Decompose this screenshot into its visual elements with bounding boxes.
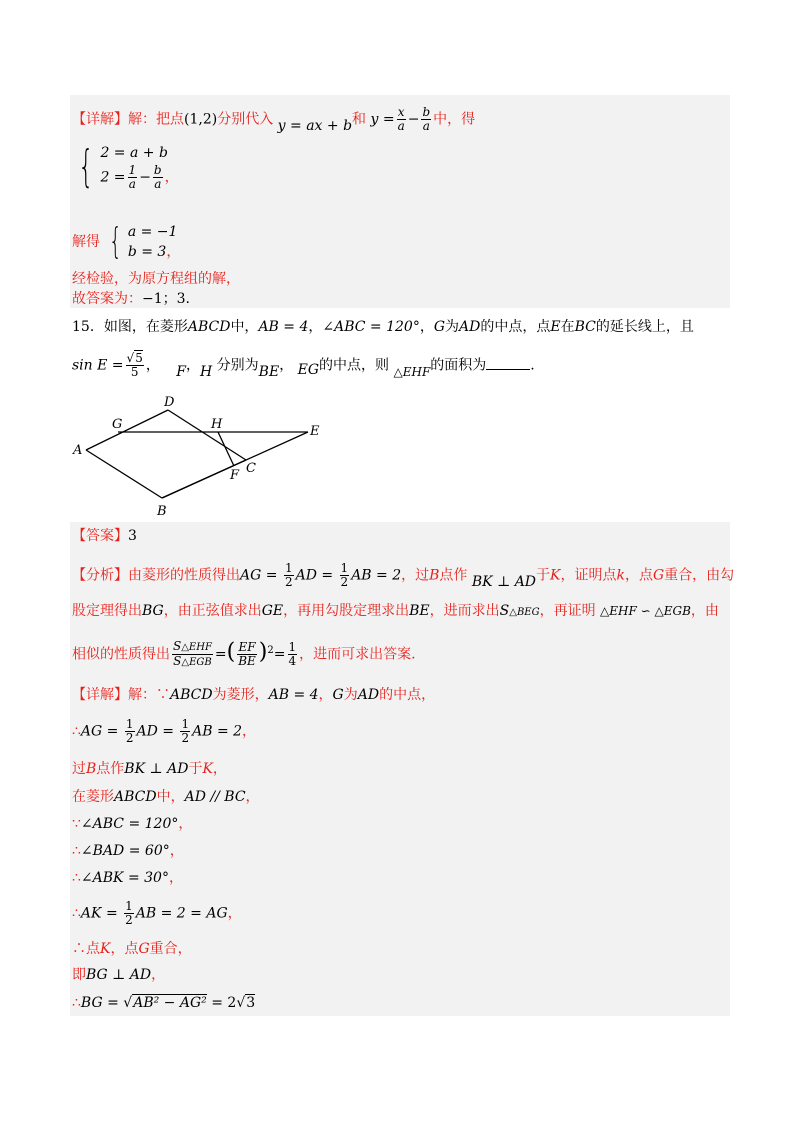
detail-line3: 过B点作BK ⊥ AD于K，: [72, 761, 227, 777]
label-A: A: [73, 443, 83, 458]
detail-line8: ∴AK = $\frac{1}{2}$ AB = 2 = AG，: [72, 899, 242, 927]
answer-line: [72, 527, 137, 545]
sys2-row2: b = 3，: [127, 244, 181, 260]
brace-icon: {: [78, 140, 94, 192]
he: 和: [352, 111, 367, 128]
eq1: y = ax + b: [277, 117, 353, 134]
analysis-line3: 相似的性质得出 $\frac{\text{S△EHF}}{\text{S△EGB}}$ =( $\frac{EF}{BE}$ )$^2$= $\frac{1}{4}$ ，进而可求出答案.: [72, 639, 416, 668]
q15-line1: 15．如图，在菱形ABCD中，AB = 4，∠ABC = 120°，G为AD的中点，点E在BC的延长线上，且: [72, 319, 694, 335]
label-H: H: [211, 417, 223, 432]
detail-line2: ∴AG = $\frac{1}{2}$ AD = $\frac{1}{2}$ AB = 2，: [72, 717, 257, 745]
q15-line2: sin E = $\frac{√5}{5}$ ， F，H 分别为BE， EG的中点，则 △EHF的面积为 .: [72, 351, 535, 380]
segment-AD: [86, 410, 168, 450]
label-G: G: [112, 417, 123, 432]
label-B: B: [157, 504, 167, 519]
detail-line7: ∴∠ABK = 30°，: [72, 870, 183, 886]
minus: −: [407, 111, 420, 128]
analysis-line2: 股定理得出BG，由正弦值求出GE，再用勾股定理求出BE，进而求出S△BEG，再证明 △EHF ∽ △EGB，由: [72, 603, 719, 619]
system-2: [72, 222, 180, 262]
eq2-frac2: $\frac{b}{a}$: [422, 105, 431, 133]
label-C: C: [246, 461, 256, 476]
answer-label: 【答案】: [72, 528, 128, 544]
brace-icon: {: [109, 221, 123, 262]
label-F: F: [230, 468, 240, 483]
detail-line5: ∵∠ABC = 120°，: [72, 816, 193, 832]
solve-label: 解得: [72, 234, 100, 250]
sine-fraction: $\frac{√5}{5}$: [126, 351, 143, 379]
detail-label: 【详解】: [72, 111, 128, 128]
sys1-row2: 2 = $\frac{1}{a}$ − $\frac{b}{a}$ ，: [100, 163, 179, 191]
answer-blank: [486, 357, 530, 370]
detail-line11: ∴BG = √AB² − AG² = 2√3: [72, 995, 256, 1011]
sys1-row1: 2 = a + b: [100, 145, 168, 161]
segment-BA: [86, 450, 162, 498]
detail-line10: 即BG ⊥ AD，: [72, 967, 166, 983]
check-line: 经检验，为原方程组的解，: [72, 271, 240, 287]
segment-BE: [162, 432, 308, 498]
eq2-lhs: y =: [370, 111, 395, 128]
segment-DC: [168, 410, 246, 460]
q14-detail-line: [72, 106, 475, 133]
zhong-de: 中，得: [433, 111, 476, 128]
answer-value: 3: [128, 528, 137, 544]
detail-line4: 在菱形ABCD中，AD // BC，: [72, 789, 260, 805]
substitute-mid: 分别代入: [217, 111, 274, 128]
q15-number: 15．: [72, 319, 104, 335]
segment-HF: [218, 432, 234, 466]
detail-line1: 【详解】解：∵ABCD为菱形，AB = 4，G为AD的中点，: [72, 687, 436, 703]
detail-line9: ∴点K，点G重合，: [72, 941, 192, 957]
jie: 解：: [128, 111, 156, 128]
point: (1,2): [184, 111, 218, 128]
detail-line6: ∴∠BAD = 60°，: [72, 843, 184, 859]
substitute-text: 把点: [156, 111, 184, 128]
system-1: [72, 142, 179, 191]
eq2-frac1: $\frac{x}{a}$: [397, 105, 405, 133]
rhombus-figure: [70, 390, 350, 520]
label-D: D: [164, 395, 175, 410]
q14-answer-line: 故答案为：−1；3.: [72, 291, 190, 307]
sys2-row1: a = −1: [127, 224, 178, 240]
analysis-line1: 【分析】由菱形的性质得出AG = $\frac{1}{2}$ AD = $\frac{1}{2}$ AB = 2，过B点作 BK ⊥ AD于K，证明点k，点G重合，由勾: [72, 561, 735, 590]
label-E: E: [310, 424, 320, 439]
